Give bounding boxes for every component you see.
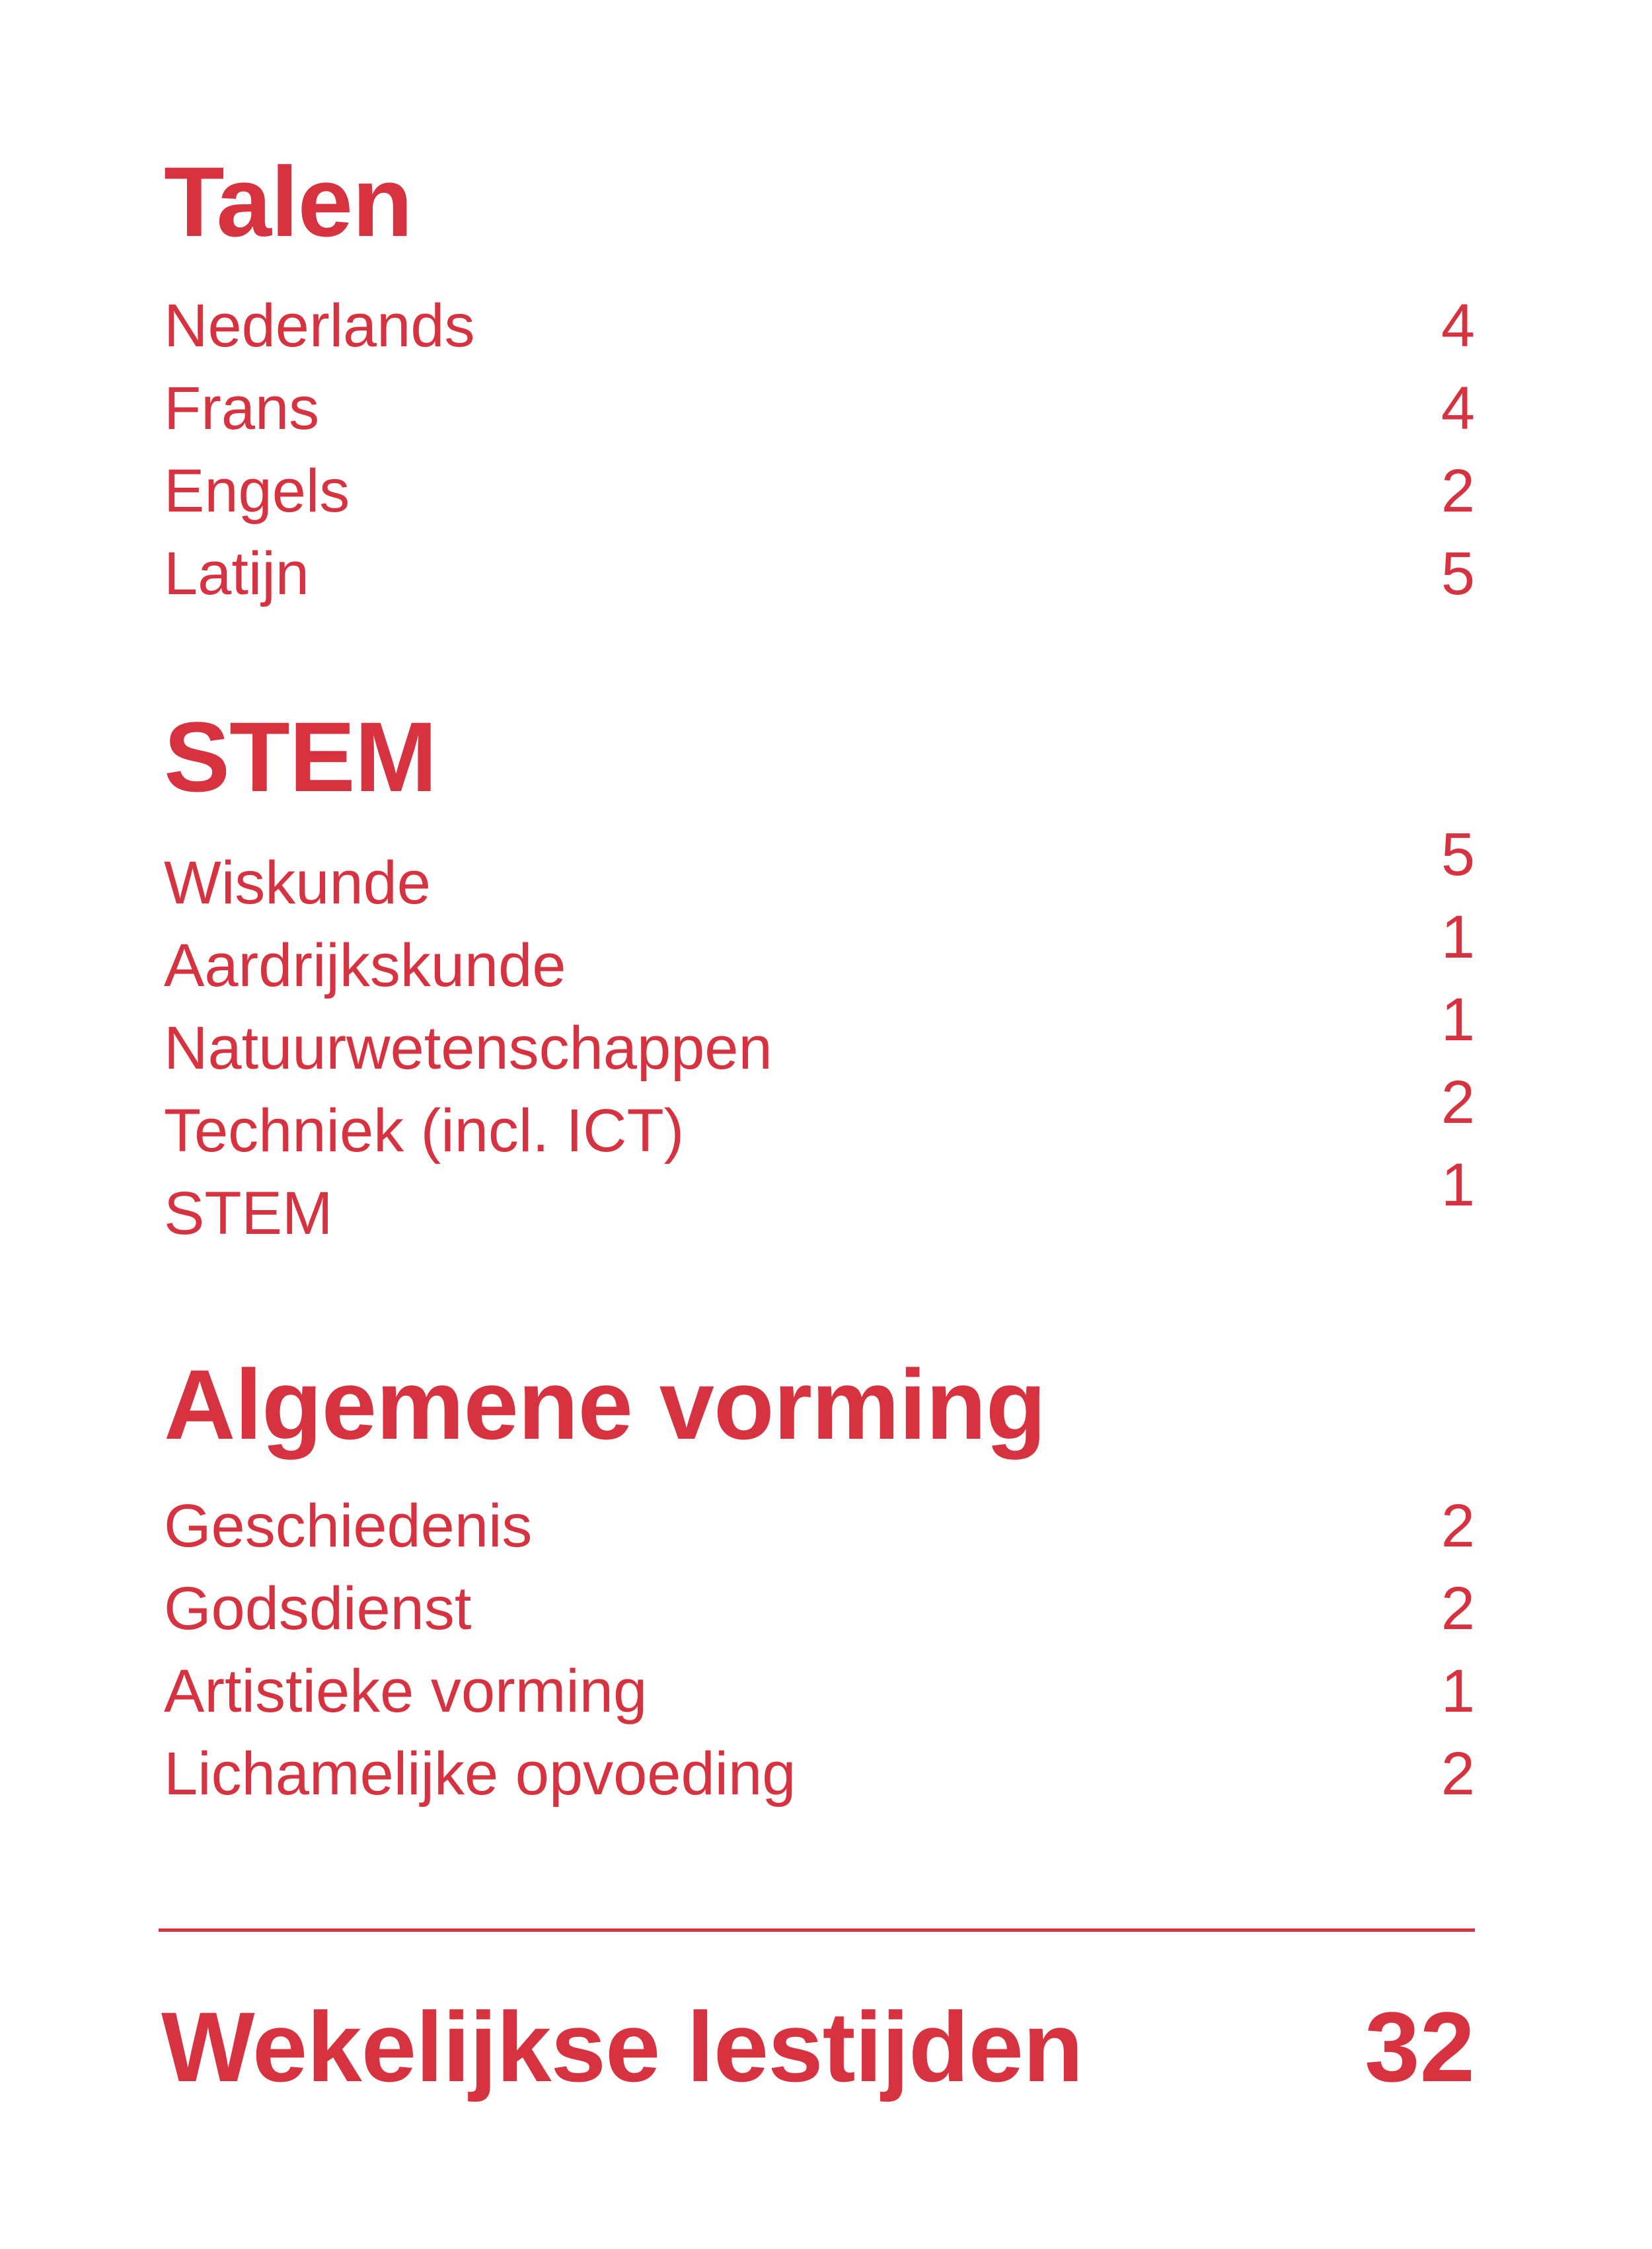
subject-hours: 2 [1441,457,1475,525]
section-title-stem: STEM [164,701,437,812]
subject-hours: 2 [1441,1740,1475,1808]
subject-hours: 1 [1441,903,1475,971]
subject-name: Engels [164,457,350,525]
subject-hours: 2 [1441,1069,1475,1136]
subject-hours: 4 [1441,292,1475,360]
subject-name: STEM [164,1180,333,1247]
subject-hours: 4 [1441,375,1475,442]
subject-hours: 5 [1441,821,1475,888]
subject-hours: 1 [1441,986,1475,1053]
section-title-algemene-vorming: Algemene vorming [164,1349,1046,1460]
subject-name: Latijn [164,540,309,607]
subject-hours: 1 [1441,1151,1475,1219]
subject-name: Natuurwetenschappen [164,1014,772,1082]
section-title-talen: Talen [164,146,412,257]
subject-name: Frans [164,375,320,442]
subject-hours: 2 [1441,1492,1475,1560]
subject-name: Geschiedenis [164,1492,533,1560]
subject-name: Lichamelijke opvoeding [164,1740,796,1808]
subject-name: Wiskunde [164,849,431,917]
subject-name: Nederlands [164,292,475,360]
subject-hours: 1 [1441,1658,1475,1725]
total-label: Wekelijkse lestijden [161,1991,1083,2102]
subject-name: Godsdienst [164,1575,472,1642]
subject-name: Aardrijkskunde [164,932,566,999]
subject-name: Artistieke vorming [164,1658,648,1725]
total-value: 32 [1365,1991,1475,2102]
subject-hours: 2 [1441,1575,1475,1642]
subject-hours: 5 [1441,540,1475,607]
total-divider [159,1928,1475,1932]
subject-name: Techniek (incl. ICT) [164,1097,685,1164]
